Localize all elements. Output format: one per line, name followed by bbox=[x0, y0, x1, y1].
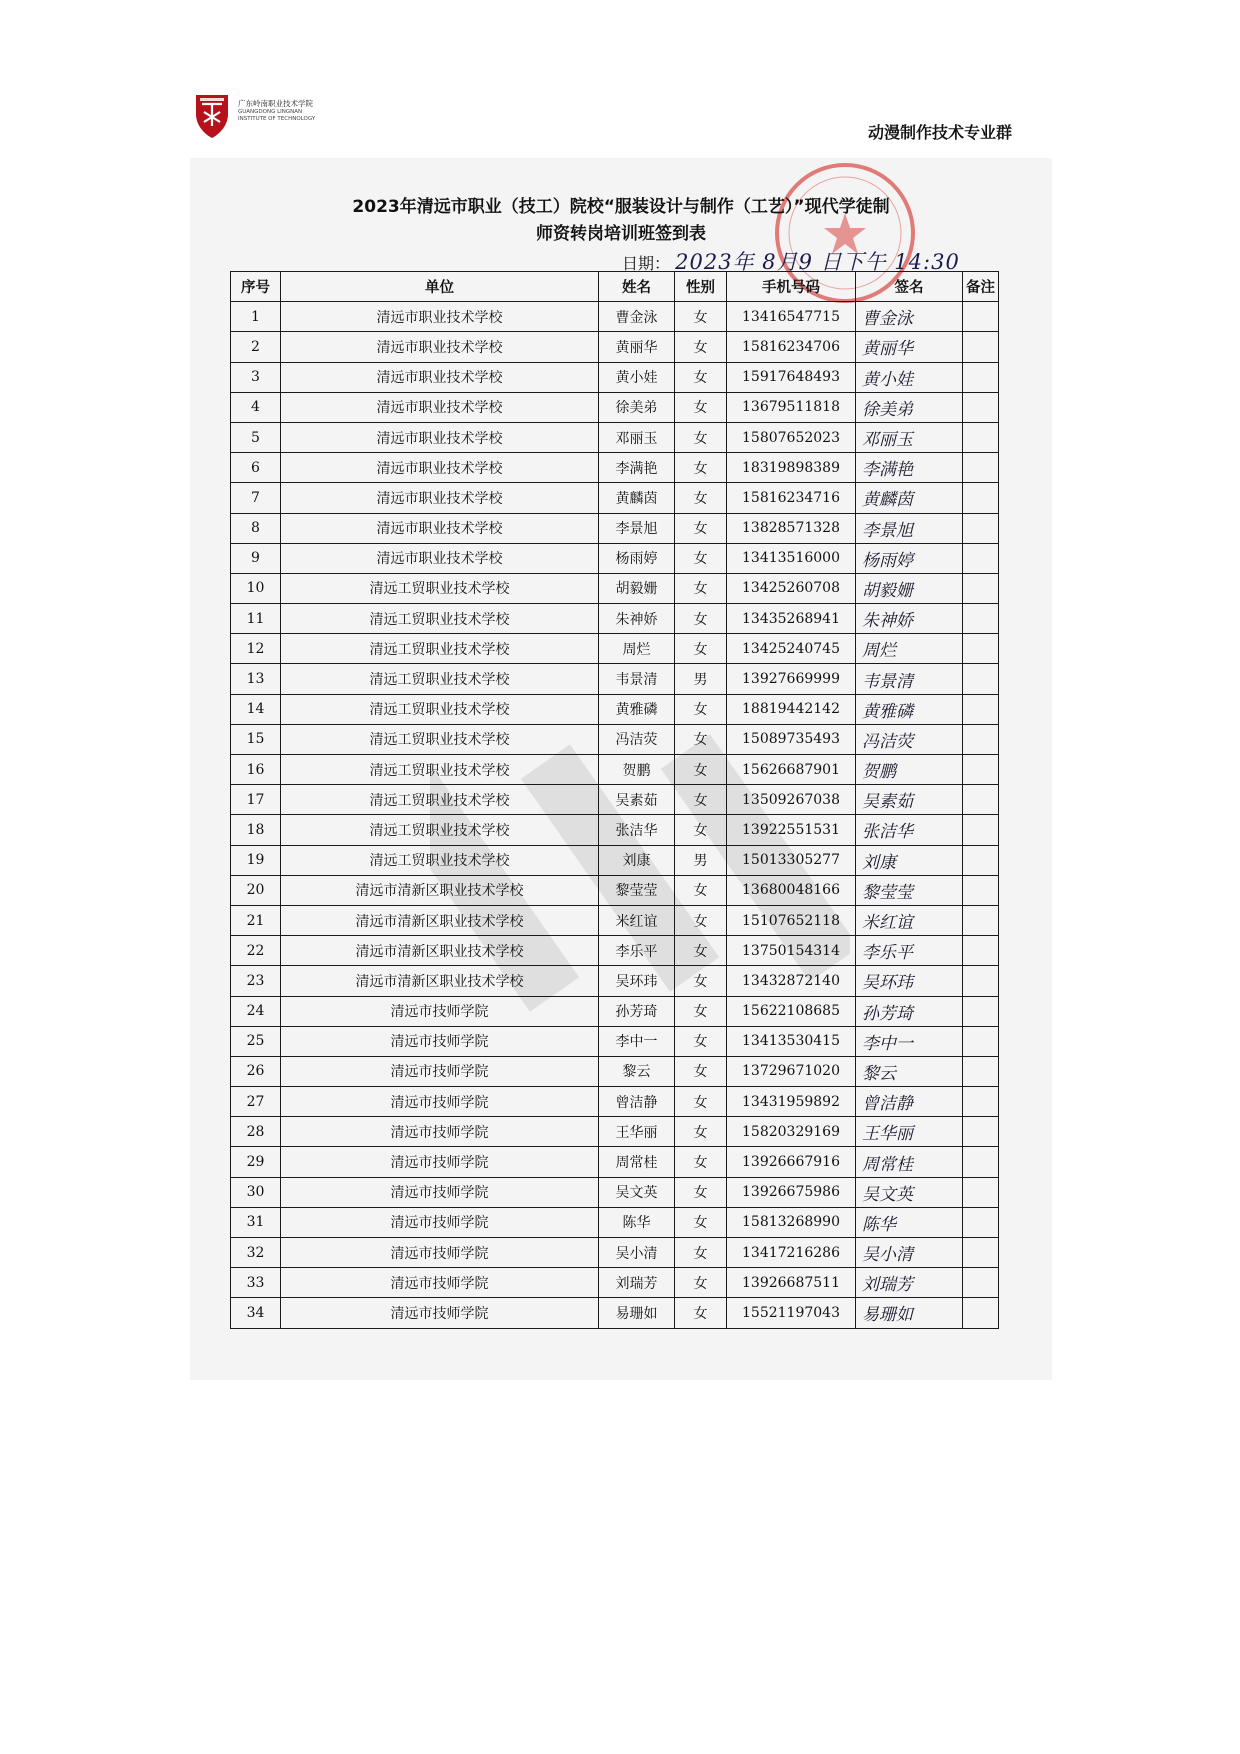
cell-note bbox=[963, 785, 999, 815]
cell-name: 李景旭 bbox=[599, 513, 675, 543]
table-row bbox=[231, 1087, 999, 1117]
cell-gender: 女 bbox=[675, 996, 727, 1026]
logo-name-en-line2: INSTITUTE OF TECHNOLOGY bbox=[238, 116, 316, 122]
cell-name: 黎云 bbox=[599, 1056, 675, 1086]
cell-no: 11 bbox=[231, 604, 281, 634]
cell-signature: 王华丽 bbox=[856, 1117, 963, 1147]
header-unit: 单位 bbox=[281, 272, 599, 302]
cell-note bbox=[963, 302, 999, 332]
cell-unit: 清远市技师学院 bbox=[281, 1056, 599, 1086]
cell-signature: 冯洁荧 bbox=[856, 724, 963, 754]
cell-no: 17 bbox=[231, 785, 281, 815]
cell-gender: 女 bbox=[675, 543, 727, 573]
cell-unit: 清远工贸职业技术学校 bbox=[281, 755, 599, 785]
cell-gender: 女 bbox=[675, 1026, 727, 1056]
cell-name: 黄小娃 bbox=[599, 362, 675, 392]
cell-unit: 清远工贸职业技术学校 bbox=[281, 845, 599, 875]
cell-phone: 13926667916 bbox=[727, 1147, 856, 1177]
date-label: 日期： bbox=[622, 254, 671, 273]
cell-phone: 13828571328 bbox=[727, 513, 856, 543]
header-signature: 签名 bbox=[856, 272, 963, 302]
cell-name: 朱神娇 bbox=[599, 604, 675, 634]
cell-unit: 清远工贸职业技术学校 bbox=[281, 724, 599, 754]
cell-gender: 女 bbox=[675, 422, 727, 452]
cell-name: 刘康 bbox=[599, 845, 675, 875]
scanned-sheet bbox=[190, 158, 1052, 1380]
cell-no: 34 bbox=[231, 1298, 281, 1328]
logo-name-cn: 广东岭南职业技术学院 bbox=[238, 99, 313, 108]
cell-name: 邓丽玉 bbox=[599, 422, 675, 452]
table-row bbox=[231, 1026, 999, 1056]
cell-gender: 女 bbox=[675, 815, 727, 845]
cell-gender: 女 bbox=[675, 453, 727, 483]
cell-phone: 13432872140 bbox=[727, 966, 856, 996]
cell-unit: 清远工贸职业技术学校 bbox=[281, 664, 599, 694]
cell-note bbox=[963, 1238, 999, 1268]
cell-phone: 13680048166 bbox=[727, 875, 856, 905]
table-row bbox=[231, 815, 999, 845]
cell-no: 32 bbox=[231, 1238, 281, 1268]
cell-unit: 清远市技师学院 bbox=[281, 1268, 599, 1298]
cell-gender: 女 bbox=[675, 1147, 727, 1177]
table-row bbox=[231, 1268, 999, 1298]
cell-signature: 黄丽华 bbox=[856, 332, 963, 362]
header-gender: 性别 bbox=[675, 272, 727, 302]
cell-signature: 李满艳 bbox=[856, 453, 963, 483]
cell-note bbox=[963, 1268, 999, 1298]
cell-no: 3 bbox=[231, 362, 281, 392]
cell-note bbox=[963, 1207, 999, 1237]
cell-name: 王华丽 bbox=[599, 1117, 675, 1147]
cell-no: 12 bbox=[231, 634, 281, 664]
cell-gender: 女 bbox=[675, 936, 727, 966]
cell-no: 33 bbox=[231, 1268, 281, 1298]
cell-unit: 清远市技师学院 bbox=[281, 1117, 599, 1147]
cell-name: 黄丽华 bbox=[599, 332, 675, 362]
table-row bbox=[231, 1117, 999, 1147]
cell-phone: 13926675986 bbox=[727, 1177, 856, 1207]
cell-unit: 清远市职业技术学校 bbox=[281, 422, 599, 452]
cell-unit: 清远工贸职业技术学校 bbox=[281, 573, 599, 603]
cell-note bbox=[963, 422, 999, 452]
cell-unit: 清远工贸职业技术学校 bbox=[281, 694, 599, 724]
cell-unit: 清远市技师学院 bbox=[281, 1177, 599, 1207]
cell-no: 1 bbox=[231, 302, 281, 332]
cell-phone: 15626687901 bbox=[727, 755, 856, 785]
cell-gender: 女 bbox=[675, 634, 727, 664]
cell-no: 4 bbox=[231, 392, 281, 422]
cell-note bbox=[963, 815, 999, 845]
cell-name: 吴素茹 bbox=[599, 785, 675, 815]
cell-unit: 清远工贸职业技术学校 bbox=[281, 815, 599, 845]
table-row bbox=[231, 513, 999, 543]
cell-name: 黎莹莹 bbox=[599, 875, 675, 905]
cell-unit: 清远市技师学院 bbox=[281, 1087, 599, 1117]
cell-unit: 清远市技师学院 bbox=[281, 1298, 599, 1328]
cell-no: 28 bbox=[231, 1117, 281, 1147]
cell-note bbox=[963, 634, 999, 664]
cell-no: 9 bbox=[231, 543, 281, 573]
cell-name: 贺鹏 bbox=[599, 755, 675, 785]
cell-no: 26 bbox=[231, 1056, 281, 1086]
cell-gender: 女 bbox=[675, 302, 727, 332]
cell-phone: 13435268941 bbox=[727, 604, 856, 634]
cell-note bbox=[963, 392, 999, 422]
cell-unit: 清远市职业技术学校 bbox=[281, 513, 599, 543]
cell-phone: 15013305277 bbox=[727, 845, 856, 875]
cell-signature: 刘瑞芳 bbox=[856, 1268, 963, 1298]
cell-signature: 曹金泳 bbox=[856, 302, 963, 332]
table-row bbox=[231, 1177, 999, 1207]
cell-signature: 黎莹莹 bbox=[856, 875, 963, 905]
cell-note bbox=[963, 1026, 999, 1056]
cell-note bbox=[963, 1117, 999, 1147]
table-row bbox=[231, 362, 999, 392]
cell-note bbox=[963, 694, 999, 724]
cell-signature: 徐美弟 bbox=[856, 392, 963, 422]
cell-signature: 黄麟茵 bbox=[856, 483, 963, 513]
cell-gender: 女 bbox=[675, 573, 727, 603]
cell-name: 孙芳琦 bbox=[599, 996, 675, 1026]
cell-phone: 13413516000 bbox=[727, 543, 856, 573]
cell-no: 15 bbox=[231, 724, 281, 754]
cell-note bbox=[963, 1056, 999, 1086]
cell-no: 14 bbox=[231, 694, 281, 724]
table-row bbox=[231, 875, 999, 905]
table-row bbox=[231, 422, 999, 452]
cell-note bbox=[963, 996, 999, 1026]
cell-unit: 清远工贸职业技术学校 bbox=[281, 604, 599, 634]
table-row bbox=[231, 1238, 999, 1268]
table-row bbox=[231, 1147, 999, 1177]
cell-gender: 女 bbox=[675, 1087, 727, 1117]
cell-gender: 女 bbox=[675, 483, 727, 513]
cell-name: 米红谊 bbox=[599, 905, 675, 935]
table-header-row bbox=[231, 272, 999, 302]
header-note: 备注 bbox=[963, 272, 999, 302]
cell-name: 周常桂 bbox=[599, 1147, 675, 1177]
cell-gender: 女 bbox=[675, 905, 727, 935]
program-group-title: 动漫制作技术专业群 bbox=[868, 123, 1013, 142]
cell-name: 刘瑞芳 bbox=[599, 1268, 675, 1298]
cell-phone: 13926687511 bbox=[727, 1268, 856, 1298]
cell-signature: 贺鹏 bbox=[856, 755, 963, 785]
cell-gender: 女 bbox=[675, 392, 727, 422]
table-row bbox=[231, 302, 999, 332]
cell-gender: 男 bbox=[675, 845, 727, 875]
table-row bbox=[231, 392, 999, 422]
title-line-2: 师资转岗培训班签到表 bbox=[536, 224, 706, 244]
cell-gender: 女 bbox=[675, 1056, 727, 1086]
table-row bbox=[231, 724, 999, 754]
cell-name: 徐美弟 bbox=[599, 392, 675, 422]
cell-name: 韦景清 bbox=[599, 664, 675, 694]
cell-phone: 15089735493 bbox=[727, 724, 856, 754]
cell-note bbox=[963, 604, 999, 634]
table-row bbox=[231, 634, 999, 664]
cell-gender: 女 bbox=[675, 785, 727, 815]
header-no: 序号 bbox=[231, 272, 281, 302]
cell-signature: 吴小清 bbox=[856, 1238, 963, 1268]
cell-unit: 清远市职业技术学校 bbox=[281, 483, 599, 513]
cell-phone: 13417216286 bbox=[727, 1238, 856, 1268]
table-row bbox=[231, 664, 999, 694]
cell-signature: 吴文英 bbox=[856, 1177, 963, 1207]
cell-signature: 周常桂 bbox=[856, 1147, 963, 1177]
cell-phone: 15813268990 bbox=[727, 1207, 856, 1237]
cell-name: 曹金泳 bbox=[599, 302, 675, 332]
cell-phone: 13927669999 bbox=[727, 664, 856, 694]
cell-gender: 女 bbox=[675, 1238, 727, 1268]
table-row bbox=[231, 755, 999, 785]
cell-no: 29 bbox=[231, 1147, 281, 1177]
cell-signature: 李乐平 bbox=[856, 936, 963, 966]
cell-signature: 陈华 bbox=[856, 1207, 963, 1237]
logo-name-en-line1: GUANGDONG LINGNAN bbox=[238, 109, 303, 115]
cell-note bbox=[963, 1177, 999, 1207]
cell-phone: 18819442142 bbox=[727, 694, 856, 724]
cell-phone: 13413530415 bbox=[727, 1026, 856, 1056]
cell-phone: 15917648493 bbox=[727, 362, 856, 392]
cell-name: 李满艳 bbox=[599, 453, 675, 483]
cell-name: 易珊如 bbox=[599, 1298, 675, 1328]
cell-phone: 13509267038 bbox=[727, 785, 856, 815]
cell-no: 31 bbox=[231, 1207, 281, 1237]
cell-gender: 女 bbox=[675, 604, 727, 634]
cell-no: 25 bbox=[231, 1026, 281, 1056]
cell-gender: 女 bbox=[675, 332, 727, 362]
table-row bbox=[231, 573, 999, 603]
table-row bbox=[231, 1298, 999, 1328]
cell-gender: 女 bbox=[675, 513, 727, 543]
cell-signature: 易珊如 bbox=[856, 1298, 963, 1328]
cell-name: 胡毅姗 bbox=[599, 573, 675, 603]
cell-signature: 韦景清 bbox=[856, 664, 963, 694]
table-row bbox=[231, 905, 999, 935]
college-logo bbox=[192, 92, 327, 140]
table-row bbox=[231, 966, 999, 996]
cell-gender: 女 bbox=[675, 1177, 727, 1207]
cell-gender: 女 bbox=[675, 1298, 727, 1328]
sign-in-table bbox=[230, 271, 999, 1329]
cell-no: 6 bbox=[231, 453, 281, 483]
table-row bbox=[231, 1056, 999, 1086]
cell-phone: 13416547715 bbox=[727, 302, 856, 332]
cell-no: 22 bbox=[231, 936, 281, 966]
table-row bbox=[231, 1207, 999, 1237]
cell-gender: 女 bbox=[675, 362, 727, 392]
cell-unit: 清远工贸职业技术学校 bbox=[281, 785, 599, 815]
cell-signature: 刘康 bbox=[856, 845, 963, 875]
cell-no: 30 bbox=[231, 1177, 281, 1207]
cell-no: 21 bbox=[231, 905, 281, 935]
cell-note bbox=[963, 755, 999, 785]
cell-name: 黄麟茵 bbox=[599, 483, 675, 513]
cell-gender: 女 bbox=[675, 966, 727, 996]
cell-signature: 米红谊 bbox=[856, 905, 963, 935]
cell-unit: 清远市职业技术学校 bbox=[281, 543, 599, 573]
cell-gender: 女 bbox=[675, 694, 727, 724]
header-name: 姓名 bbox=[599, 272, 675, 302]
cell-name: 吴环玮 bbox=[599, 966, 675, 996]
cell-phone: 15807652023 bbox=[727, 422, 856, 452]
table-row bbox=[231, 845, 999, 875]
cell-no: 5 bbox=[231, 422, 281, 452]
cell-gender: 女 bbox=[675, 724, 727, 754]
cell-unit: 清远市清新区职业技术学校 bbox=[281, 966, 599, 996]
table-row bbox=[231, 543, 999, 573]
cell-unit: 清远市清新区职业技术学校 bbox=[281, 905, 599, 935]
cell-note bbox=[963, 905, 999, 935]
title-line-1: 2023年清远市职业（技工）院校“服装设计与制作（工艺）”现代学徒制 bbox=[352, 197, 890, 217]
cell-name: 李乐平 bbox=[599, 936, 675, 966]
logo-name-en bbox=[238, 109, 315, 123]
date-handwritten: 2023年 8月9 日下午 14:30 bbox=[675, 250, 960, 274]
cell-phone: 13922551531 bbox=[727, 815, 856, 845]
shield-icon bbox=[192, 92, 232, 140]
cell-phone: 15622108685 bbox=[727, 996, 856, 1026]
cell-signature: 黎云 bbox=[856, 1056, 963, 1086]
cell-name: 曾洁静 bbox=[599, 1087, 675, 1117]
cell-unit: 清远工贸职业技术学校 bbox=[281, 634, 599, 664]
cell-no: 13 bbox=[231, 664, 281, 694]
cell-phone: 13750154314 bbox=[727, 936, 856, 966]
cell-gender: 女 bbox=[675, 1207, 727, 1237]
cell-signature: 曾洁静 bbox=[856, 1087, 963, 1117]
cell-unit: 清远市职业技术学校 bbox=[281, 362, 599, 392]
cell-name: 陈华 bbox=[599, 1207, 675, 1237]
cell-note bbox=[963, 483, 999, 513]
cell-gender: 女 bbox=[675, 1117, 727, 1147]
cell-phone: 15521197043 bbox=[727, 1298, 856, 1328]
cell-unit: 清远市职业技术学校 bbox=[281, 453, 599, 483]
cell-gender: 男 bbox=[675, 664, 727, 694]
cell-no: 24 bbox=[231, 996, 281, 1026]
cell-no: 18 bbox=[231, 815, 281, 845]
document-title bbox=[190, 194, 1052, 248]
cell-signature: 黄小娃 bbox=[856, 362, 963, 392]
cell-unit: 清远市职业技术学校 bbox=[281, 302, 599, 332]
cell-unit: 清远市职业技术学校 bbox=[281, 332, 599, 362]
cell-note bbox=[963, 966, 999, 996]
cell-name: 吴小清 bbox=[599, 1238, 675, 1268]
cell-phone: 15816234706 bbox=[727, 332, 856, 362]
cell-no: 16 bbox=[231, 755, 281, 785]
cell-signature: 张洁华 bbox=[856, 815, 963, 845]
cell-phone: 13729671020 bbox=[727, 1056, 856, 1086]
cell-no: 8 bbox=[231, 513, 281, 543]
cell-signature: 周烂 bbox=[856, 634, 963, 664]
cell-unit: 清远市清新区职业技术学校 bbox=[281, 875, 599, 905]
cell-note bbox=[963, 543, 999, 573]
cell-note bbox=[963, 573, 999, 603]
cell-unit: 清远市技师学院 bbox=[281, 996, 599, 1026]
cell-phone: 18319898389 bbox=[727, 453, 856, 483]
cell-no: 20 bbox=[231, 875, 281, 905]
cell-signature: 黄雅磷 bbox=[856, 694, 963, 724]
table-row bbox=[231, 694, 999, 724]
cell-note bbox=[963, 1147, 999, 1177]
cell-signature: 朱神娇 bbox=[856, 604, 963, 634]
cell-unit: 清远市职业技术学校 bbox=[281, 392, 599, 422]
cell-note bbox=[963, 362, 999, 392]
table-row bbox=[231, 332, 999, 362]
cell-signature: 李中一 bbox=[856, 1026, 963, 1056]
cell-note bbox=[963, 513, 999, 543]
cell-note bbox=[963, 332, 999, 362]
cell-note bbox=[963, 875, 999, 905]
cell-note bbox=[963, 1087, 999, 1117]
cell-phone: 15820329169 bbox=[727, 1117, 856, 1147]
cell-name: 黄雅磷 bbox=[599, 694, 675, 724]
cell-phone: 13425260708 bbox=[727, 573, 856, 603]
cell-no: 7 bbox=[231, 483, 281, 513]
cell-no: 23 bbox=[231, 966, 281, 996]
cell-name: 冯洁荧 bbox=[599, 724, 675, 754]
cell-phone: 15816234716 bbox=[727, 483, 856, 513]
cell-gender: 女 bbox=[675, 1268, 727, 1298]
cell-no: 27 bbox=[231, 1087, 281, 1117]
cell-phone: 13431959892 bbox=[727, 1087, 856, 1117]
cell-no: 2 bbox=[231, 332, 281, 362]
cell-phone: 13425240745 bbox=[727, 634, 856, 664]
table-row bbox=[231, 453, 999, 483]
cell-unit: 清远市清新区职业技术学校 bbox=[281, 936, 599, 966]
header-phone: 手机号码 bbox=[727, 272, 856, 302]
cell-phone: 15107652118 bbox=[727, 905, 856, 935]
table-row bbox=[231, 936, 999, 966]
cell-unit: 清远市技师学院 bbox=[281, 1026, 599, 1056]
cell-note bbox=[963, 936, 999, 966]
cell-signature: 吴环玮 bbox=[856, 966, 963, 996]
cell-signature: 李景旭 bbox=[856, 513, 963, 543]
cell-name: 李中一 bbox=[599, 1026, 675, 1056]
cell-name: 周烂 bbox=[599, 634, 675, 664]
cell-no: 10 bbox=[231, 573, 281, 603]
cell-unit: 清远市技师学院 bbox=[281, 1238, 599, 1268]
cell-phone: 13679511818 bbox=[727, 392, 856, 422]
cell-name: 张洁华 bbox=[599, 815, 675, 845]
cell-note bbox=[963, 724, 999, 754]
cell-no: 19 bbox=[231, 845, 281, 875]
cell-signature: 吴素茹 bbox=[856, 785, 963, 815]
table-row bbox=[231, 483, 999, 513]
table-row bbox=[231, 785, 999, 815]
cell-note bbox=[963, 1298, 999, 1328]
cell-note bbox=[963, 453, 999, 483]
cell-note bbox=[963, 664, 999, 694]
cell-unit: 清远市技师学院 bbox=[281, 1207, 599, 1237]
cell-unit: 清远市技师学院 bbox=[281, 1147, 599, 1177]
cell-gender: 女 bbox=[675, 875, 727, 905]
cell-signature: 胡毅姗 bbox=[856, 573, 963, 603]
cell-name: 杨雨婷 bbox=[599, 543, 675, 573]
table-row bbox=[231, 604, 999, 634]
cell-signature: 邓丽玉 bbox=[856, 422, 963, 452]
cell-name: 吴文英 bbox=[599, 1177, 675, 1207]
cell-signature: 孙芳琦 bbox=[856, 996, 963, 1026]
cell-gender: 女 bbox=[675, 755, 727, 785]
cell-signature: 杨雨婷 bbox=[856, 543, 963, 573]
table-row bbox=[231, 996, 999, 1026]
cell-note bbox=[963, 845, 999, 875]
